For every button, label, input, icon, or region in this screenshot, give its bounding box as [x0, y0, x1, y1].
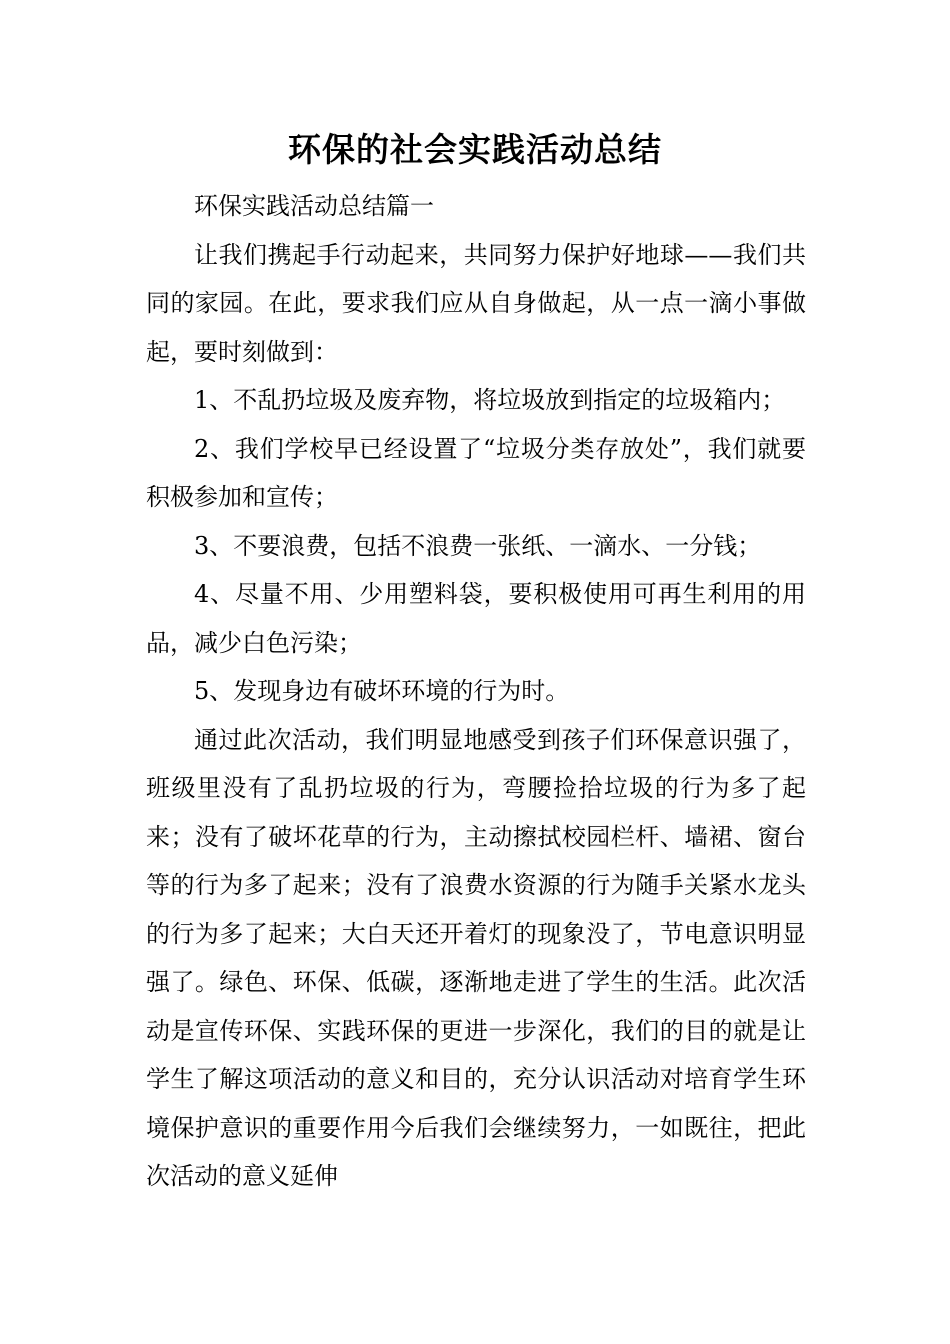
document-title: 环保的社会实践活动总结 — [288, 130, 662, 169]
list-item: 4、尽量不用、少用塑料袋，要积极使用可再生利用的用品，减少白色污染； — [146, 580, 806, 657]
paragraph: 通过此次活动，我们明显地感受到孩子们环保意识强了，班级里没有了乱扔垃圾的行为，弯腰捡拾垃圾的行为多了起来；没有了破坏花草的行为，主动擦拭校园栏杆、墙裙、窗台等的行为多了起来；没有了浪费水资源的行为随手关紧水龙头的行为多了起来；大白天还开着灯的现象没了，节电意识明显强了。绿色、环保、低碳，逐渐地走进了学生的生活。此次活动是宣传环保、实践环保的更进一步深化，我们的目的就是让学生了解这项活动的意义和目的，充分认识活动对培育学生环境保护意识的重要作用今后我们会继续努力，一如既往，把此次活动的意义延伸 — [146, 725, 806, 1190]
section-heading: 环保实践活动总结篇一 — [194, 192, 434, 220]
document-body — [146, 182, 806, 1201]
list-item: 3、不要浪费，包括不浪费一张纸、一滴水、一分钱； — [194, 531, 762, 560]
paragraph: 让我们携起手行动起来，共同努力保护好地球——我们共同的家园。在此，要求我们应从自身做起，从一点一滴小事做起，要时刻做到： — [146, 240, 806, 366]
list-item: 2、我们学校早已经设置了“垃圾分类存放处”，我们就要积极参加和宣传； — [146, 434, 806, 511]
list-item: 1、不乱扔垃圾及废弃物，将垃圾放到指定的垃圾箱内； — [194, 386, 786, 414]
list-item: 5、发现身边有破坏环境的行为时。 — [194, 677, 570, 705]
